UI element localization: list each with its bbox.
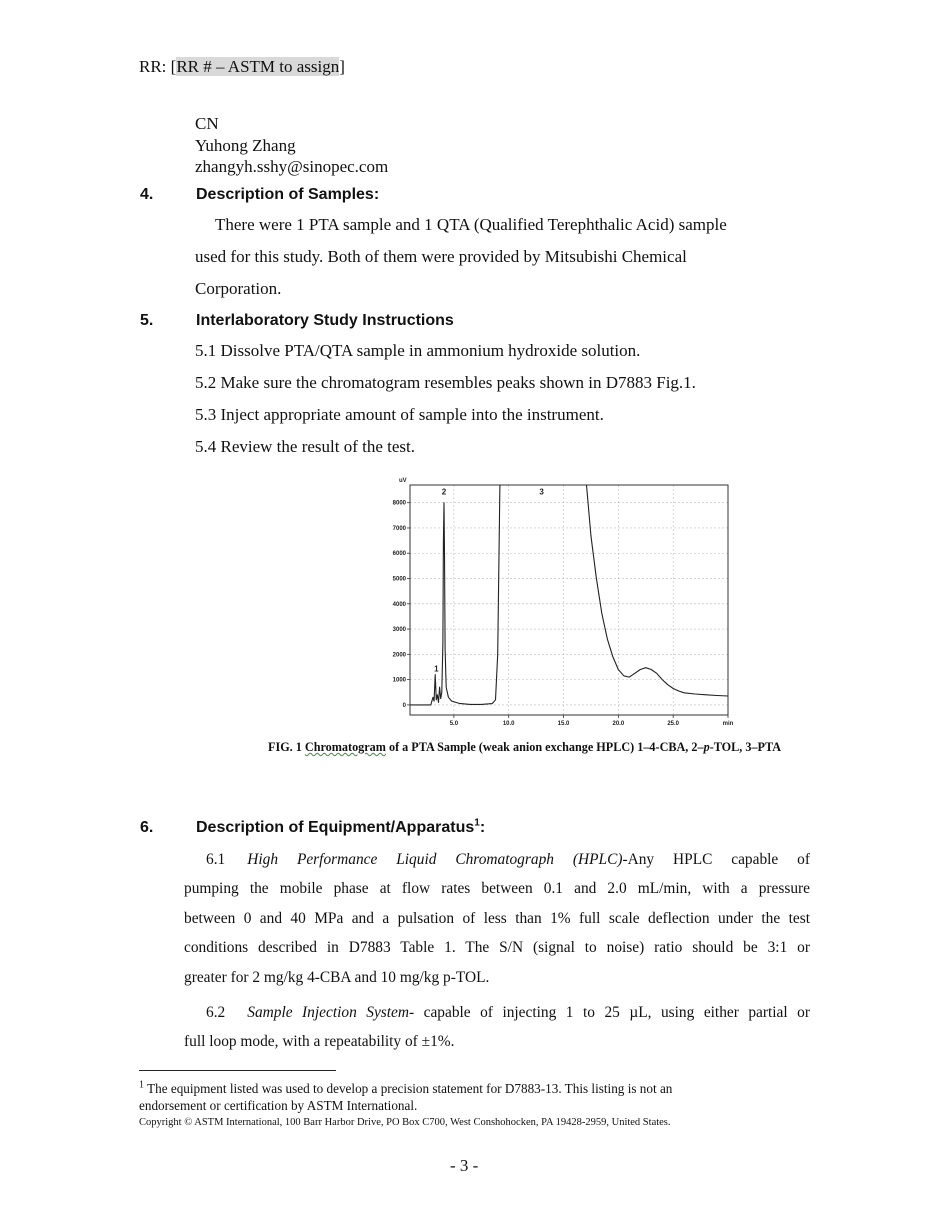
x-tick-label: 20.0 xyxy=(612,721,625,725)
instruction-5-3: 5.3 Inject appropriate amount of sample into the instrument. xyxy=(195,405,604,424)
header-prefix: RR: [ xyxy=(139,57,177,76)
section-6-title-colon: : xyxy=(479,819,486,836)
footnote-line-2: endorsement or certification by ASTM International. xyxy=(139,1098,418,1113)
peak-label: 1 xyxy=(434,664,439,674)
plot-frame xyxy=(410,485,728,715)
section-4-title: Description of Samples: xyxy=(196,186,380,203)
report-header xyxy=(139,57,345,77)
instruction-5-4: 5.4 Review the result of the test. xyxy=(195,437,416,456)
p61-line-5: greater for 2 mg/kg 4-CBA and 10 mg/kg p-TOL. xyxy=(184,968,490,986)
y-tick-label: 8000 xyxy=(392,500,406,507)
section-6-title xyxy=(196,819,485,837)
y-tick-label: 5000 xyxy=(392,576,406,583)
x-tick-label: min xyxy=(722,721,734,725)
p62-line-2: full loop mode, with a repeatability of ±1%. xyxy=(184,1033,455,1051)
paragraph-6-2 xyxy=(184,998,810,1057)
p61-line-1 xyxy=(184,845,810,874)
chromatogram-chart xyxy=(365,470,740,725)
y-tick-label: 3000 xyxy=(392,627,406,634)
p61-line-4: conditions described in D7883 Table 1. The S/N (signal to noise) ratio should be 3:1 or xyxy=(184,939,810,957)
contact-name: Yuhong Zhang xyxy=(195,135,296,155)
contact-email[interactable]: zhangyh.sshy@sinopec.com xyxy=(195,157,389,176)
footnote-text-1: The equipment listed was used to develop a precision statement for D7883-13. This listing is not an xyxy=(144,1081,673,1096)
y-tick-label: 7000 xyxy=(392,525,406,532)
x-tick-label: 25.0 xyxy=(667,721,680,725)
p62-number: 6.2 xyxy=(206,1004,226,1021)
y-axis-label: uV xyxy=(399,478,407,484)
y-tick-label: 6000 xyxy=(392,551,406,558)
section-6-number: 6. xyxy=(140,819,154,836)
caption-italic: p xyxy=(703,740,710,754)
instruction-5-1: 5.1 Dissolve PTA/QTA sample in ammonium hydroxide solution. xyxy=(195,341,641,360)
y-tick-label: 0 xyxy=(402,702,406,709)
caption-label: FIG. 1 xyxy=(268,740,302,754)
chart-grid xyxy=(410,485,728,715)
caption-link-word: Chromatogram xyxy=(304,740,386,754)
chart-series xyxy=(410,485,728,705)
footnote-reference[interactable]: 1 xyxy=(474,817,480,829)
section-4-number: 4. xyxy=(140,186,154,203)
x-tick-label: 15.0 xyxy=(557,721,570,725)
paragraph-6-1 xyxy=(184,845,810,992)
figure-caption xyxy=(268,740,781,755)
p61-line-3: between 0 and 40 MPa and a pulsation of less than 1% full scale deflection under the test xyxy=(184,909,810,927)
footnote-separator xyxy=(139,1070,336,1071)
x-tick-label: 10.0 xyxy=(502,721,515,725)
p62-term: Sample Injection System xyxy=(247,1004,409,1021)
p61-term: High Performance Liquid Chromatograph (HPLC) xyxy=(247,851,623,868)
section-4-line-2: used for this study. Both of them were provided by Mitsubishi Chemical xyxy=(195,247,687,266)
p61-line-2: pumping the mobile phase at flow rates between 0.1 and 2.0 mL/min, with a pressure xyxy=(184,880,810,898)
y-tick-label: 1000 xyxy=(392,677,406,684)
peak-label: 3 xyxy=(539,487,544,497)
series-line-2 xyxy=(587,485,729,696)
section-6-title-text: Description of Equipment/Apparatus xyxy=(196,819,475,836)
p61-text-1: -Any HPLC capable of xyxy=(622,851,811,868)
copyright-notice: Copyright © ASTM International, 100 Barr Harbor Drive, PO Box C700, West Conshohocken, PA 19428-2959, United States. xyxy=(139,1117,671,1128)
caption-text: of a PTA Sample (weak anion exchange HPLC) 1–4-CBA, 2– xyxy=(385,740,704,754)
section-4-line-1: There were 1 PTA sample and 1 QTA (Qualified Terephthalic Acid) sample xyxy=(215,215,727,234)
contact-block xyxy=(195,113,388,178)
page-number: - 3 - xyxy=(450,1156,479,1175)
caption-end: -TOL, 3–PTA xyxy=(709,740,782,754)
footnote-marker: 1 xyxy=(139,1079,144,1091)
footnote xyxy=(139,1080,672,1114)
p62-text-1: - capable of injecting 1 to 25 µL, using either partial or xyxy=(409,1004,810,1021)
header-suffix: ] xyxy=(339,57,345,76)
contact-country: CN xyxy=(195,114,219,133)
section-5-title: Interlaboratory Study Instructions xyxy=(196,312,454,329)
instruction-5-2: 5.2 Make sure the chromatogram resembles peaks shown in D7883 Fig.1. xyxy=(195,373,696,392)
p61-number: 6.1 xyxy=(206,851,226,868)
y-tick-label: 2000 xyxy=(392,652,406,659)
rr-number-placeholder[interactable]: RR # – ASTM to assign xyxy=(176,57,340,76)
section-5-number: 5. xyxy=(140,312,154,329)
y-tick-label: 4000 xyxy=(392,601,406,608)
footnote-line-1 xyxy=(139,1080,672,1097)
series-line-1 xyxy=(410,485,500,705)
p62-line-1 xyxy=(184,998,810,1027)
section-4-line-3: Corporation. xyxy=(195,279,282,298)
peak-label: 2 xyxy=(441,487,447,497)
x-tick-label: 5.0 xyxy=(449,721,459,725)
